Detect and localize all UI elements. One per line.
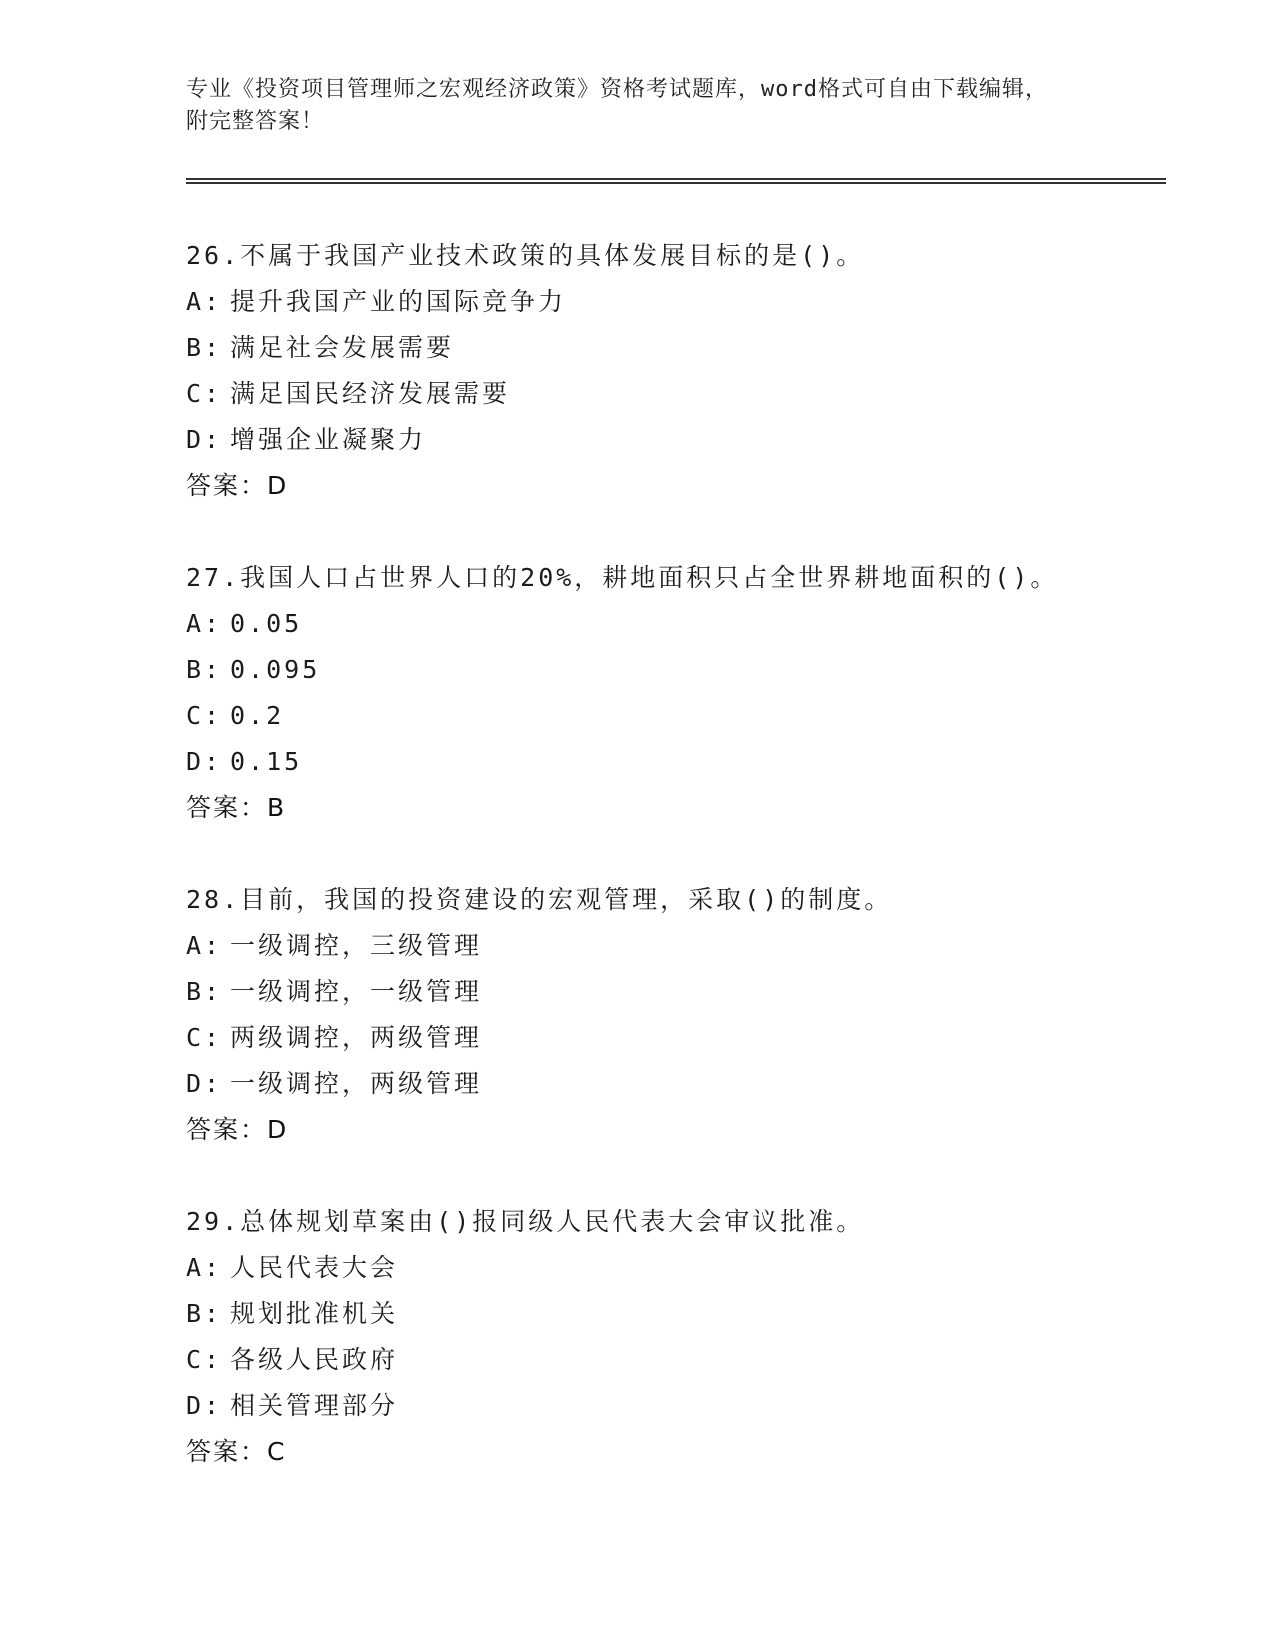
option-a [186,608,1166,654]
option-a [186,930,1166,976]
option-letter: A: [186,287,223,316]
question-block [186,884,1166,1160]
header-divider [186,178,1166,184]
option-c [186,700,1166,746]
option-text: 0.2 [230,701,285,730]
option-letter: C: [186,701,223,730]
option-text: 一级调控，一级管理 [230,977,483,1006]
option-text: 增强企业凝聚力 [230,425,427,454]
option-letter: C: [186,1023,223,1052]
option-a [186,1252,1166,1298]
option-letter: A: [186,609,223,638]
option-letter: B: [186,1299,223,1328]
option-b [186,332,1166,378]
option-text: 一级调控，三级管理 [230,931,483,960]
option-text: 一级调控，两级管理 [230,1069,483,1098]
option-letter: B: [186,655,223,684]
option-text: 相关管理部分 [230,1391,399,1420]
option-b [186,654,1166,700]
option-text: 各级人民政府 [230,1345,399,1374]
option-letter: D: [186,425,223,454]
option-text: 提升我国产业的国际竞争力 [230,287,567,316]
option-text: 人民代表大会 [230,1253,399,1282]
option-b [186,976,1166,1022]
answer-line: 答案：C [186,1437,287,1466]
option-a [186,286,1166,332]
option-letter: B: [186,977,223,1006]
option-text: 0.095 [230,655,321,684]
question-block [186,240,1166,516]
question-stem: 29.总体规划草案由()报同级人民代表大会审议批准。 [186,1207,865,1236]
option-text: 满足国民经济发展需要 [230,379,511,408]
option-letter: A: [186,931,223,960]
question-stem: 28.目前，我国的投资建设的宏观管理，采取()的制度。 [186,885,893,914]
option-letter: D: [186,1069,223,1098]
option-b [186,1298,1166,1344]
answer-line: 答案：B [186,793,287,822]
option-text: 满足社会发展需要 [230,333,455,362]
option-letter: C: [186,1345,223,1374]
option-letter: D: [186,1391,223,1420]
answer-line: 答案：D [186,471,289,500]
option-d [186,424,1166,470]
question-stem: 27.我国人口占世界人口的20%，耕地面积只占全世界耕地面积的()。 [186,563,1059,592]
option-c [186,1344,1166,1390]
option-text: 0.05 [230,609,303,638]
option-text: 规划批准机关 [230,1299,399,1328]
option-letter: A: [186,1253,223,1282]
option-d [186,1390,1166,1436]
option-d [186,1068,1166,1114]
option-letter: D: [186,747,223,776]
question-block [186,1206,1166,1482]
option-d [186,746,1166,792]
option-text: 0.15 [230,747,303,776]
option-letter: C: [186,379,223,408]
answer-line: 答案：D [186,1115,289,1144]
option-c [186,1022,1166,1068]
option-letter: B: [186,333,223,362]
option-c [186,378,1166,424]
question-stem: 26.不属于我国产业技术政策的具体发展目标的是()。 [186,241,865,270]
option-text: 两级调控，两级管理 [230,1023,483,1052]
document-header: 专业《投资项目管理师之宏观经济政策》资格考试题库，word格式可自由下载编辑，附完整答案！ [186,77,1048,134]
question-block [186,562,1166,838]
